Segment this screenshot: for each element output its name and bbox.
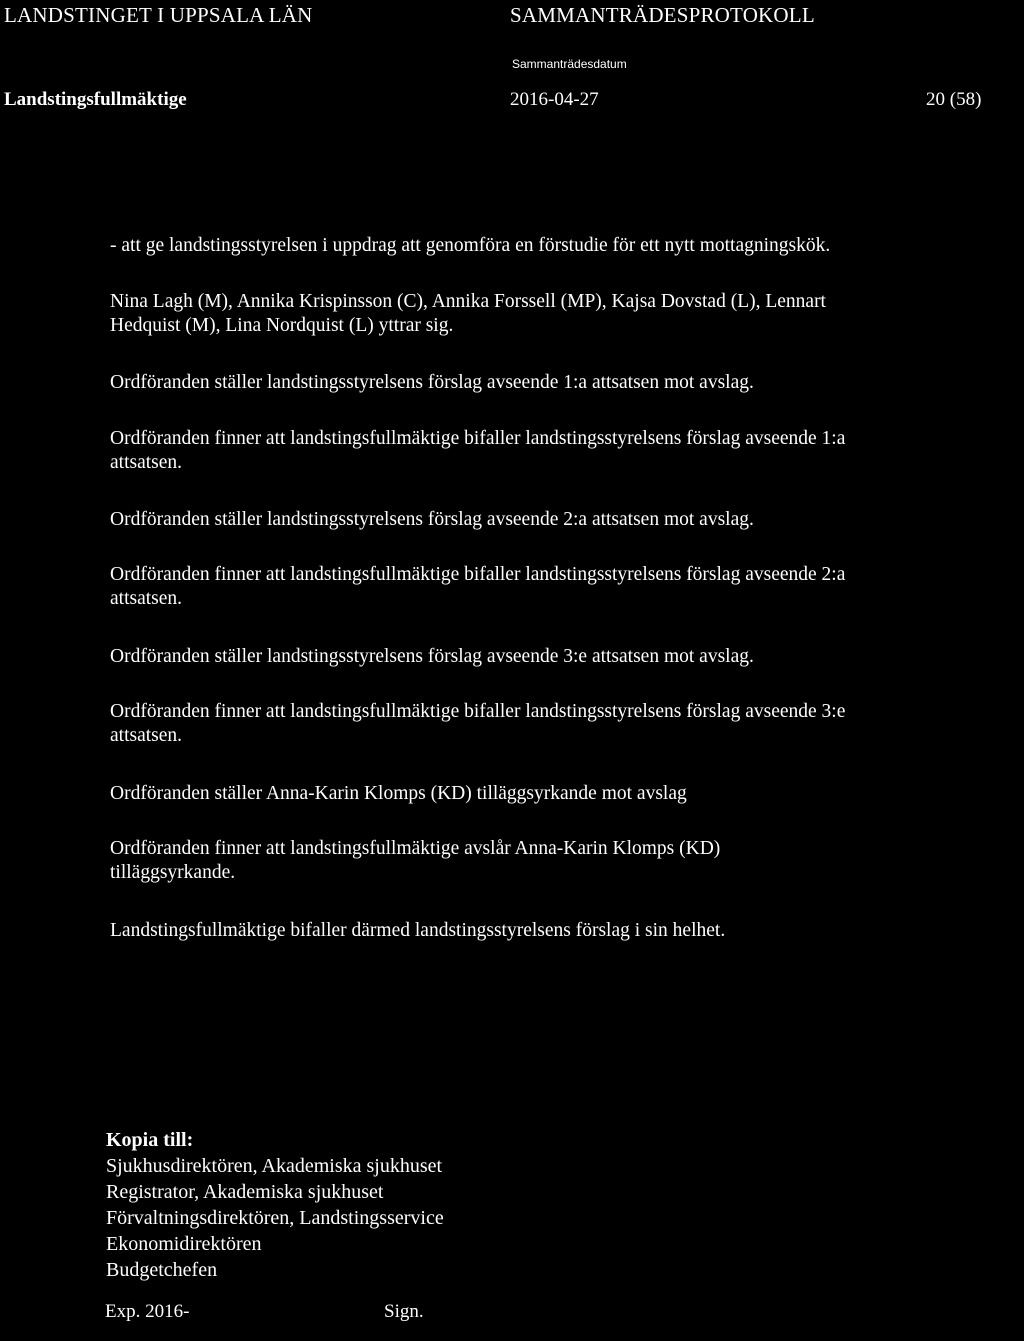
copy-recipient: Budgetchefen — [106, 1259, 218, 1281]
page-number: 20 (58) — [926, 89, 982, 110]
paragraph-line: attsatsen. — [110, 452, 183, 473]
document-type: SAMMANTRÄDESPROTOKOLL — [510, 3, 815, 27]
copy-recipient: Sjukhusdirektören, Akademiska sjukhuset — [106, 1155, 443, 1177]
organization-name: LANDSTINGET I UPPSALA LÄN — [4, 3, 313, 27]
paragraph — [110, 700, 1020, 748]
paragraph — [110, 427, 1020, 475]
paragraph — [110, 290, 1020, 338]
paragraph-line: attsatsen. — [110, 588, 183, 609]
expedition-field: Exp. 2016- — [105, 1301, 190, 1322]
copy-recipient: Ekonomidirektören — [106, 1233, 262, 1255]
date-label: Sammanträdesdatum — [512, 57, 627, 71]
signature-field: Sign. — [384, 1301, 424, 1322]
paragraph-line: attsatsen. — [110, 725, 183, 746]
paragraph-line: Nina Lagh (M), Annika Krispinsson (C), Annika Forssell (MP), Kajsa Dovstad (L), Lennart — [110, 291, 826, 312]
paragraph-line: Ordföranden finner att landstingsfullmäktige bifaller landstingsstyrelsens förslag avseende 3:e — [110, 701, 846, 722]
paragraph — [110, 563, 1020, 611]
paragraph — [110, 234, 1020, 258]
paragraph — [110, 837, 1020, 885]
paragraph-line: Hedquist (M), Lina Nordquist (L) yttrar sig. — [110, 315, 454, 336]
paragraph — [110, 645, 1020, 669]
paragraph-line: Ordföranden finner att landstingsfullmäktige bifaller landstingsstyrelsens förslag avseende 1:a — [110, 428, 846, 449]
paragraph-line: Landstingsfullmäktige bifaller därmed landstingsstyrelsens förslag i sin helhet. — [110, 920, 726, 941]
body-name: Landstingsfullmäktige — [4, 89, 187, 110]
copy-to-title: Kopia till: — [106, 1129, 194, 1151]
paragraph — [110, 508, 1020, 532]
paragraph-line: Ordföranden finner att landstingsfullmäktige avslår Anna-Karin Klomps (KD) — [110, 838, 721, 859]
paragraph — [110, 782, 1020, 806]
paragraph-line: Ordföranden ställer landstingsstyrelsens förslag avseende 3:e attsatsen mot avslag. — [110, 646, 754, 667]
copy-recipient: Förvaltningsdirektören, Landstingsservice — [106, 1207, 444, 1229]
meeting-date: 2016-04-27 — [510, 89, 599, 110]
paragraph-line: Ordföranden ställer landstingsstyrelsens förslag avseende 2:a attsatsen mot avslag. — [110, 509, 754, 530]
paragraph — [110, 919, 1020, 943]
paragraph-line: tilläggsyrkande. — [110, 862, 236, 883]
paragraph-line: Ordföranden ställer landstingsstyrelsens förslag avseende 1:a attsatsen mot avslag. — [110, 372, 754, 393]
paragraph-line: - att ge landstingsstyrelsen i uppdrag att genomföra en förstudie för ett nytt mottagningskök. — [110, 235, 831, 256]
paragraph — [110, 371, 1020, 395]
paragraph-line: Ordföranden ställer Anna-Karin Klomps (KD) tilläggsyrkande mot avslag — [110, 783, 687, 804]
copy-to-block — [106, 1127, 444, 1283]
paragraph-line: Ordföranden finner att landstingsfullmäktige bifaller landstingsstyrelsens förslag avseende 2:a — [110, 564, 846, 585]
copy-recipient: Registrator, Akademiska sjukhuset — [106, 1181, 384, 1203]
